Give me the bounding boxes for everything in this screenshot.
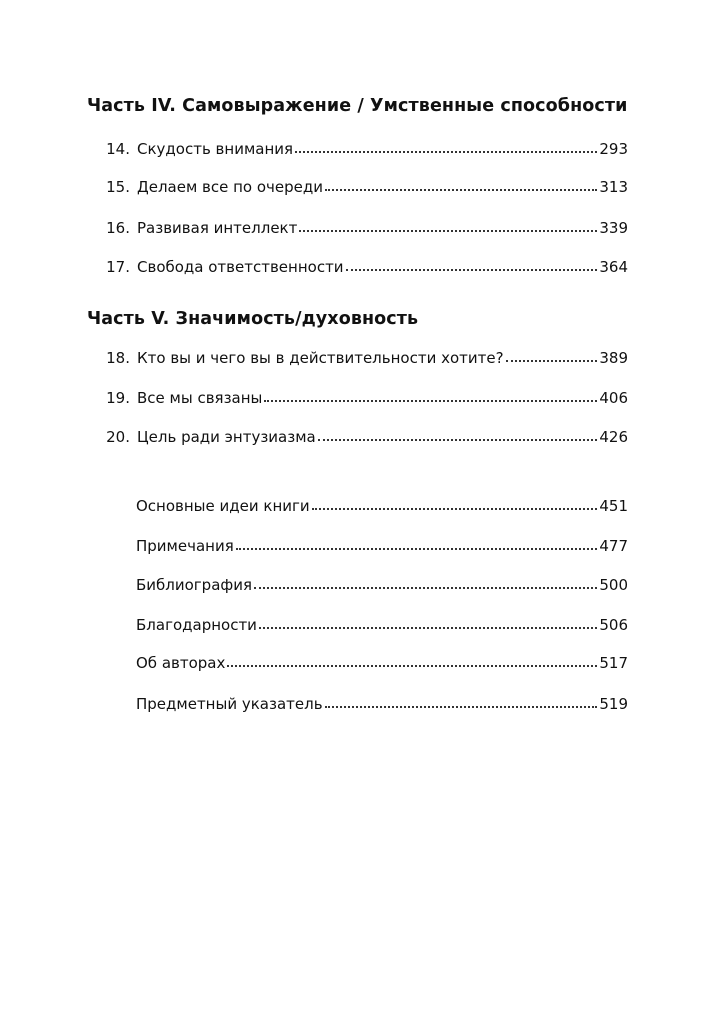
toc-entry-notes[interactable] xyxy=(136,535,628,557)
chapter-number: 20. xyxy=(106,428,130,446)
part-5-title: Часть V. Значимость/духовность xyxy=(87,309,419,329)
section-title: Примечания xyxy=(136,537,234,555)
chapter-title: Свобода ответственности xyxy=(137,258,344,276)
chapter-title: Делаем все по очереди xyxy=(137,178,324,196)
toc-entry-acknowledgements[interactable] xyxy=(136,614,628,636)
chapter-number: 14. xyxy=(106,140,130,158)
dot-leader xyxy=(254,573,597,589)
toc-entry-20[interactable] xyxy=(98,426,628,448)
part-4-title: Часть IV. Самовыражение / Умственные способности xyxy=(87,96,628,116)
section-title: Благодарности xyxy=(136,616,257,634)
toc-entry-17[interactable] xyxy=(98,256,628,278)
page-number: 517 xyxy=(599,654,628,672)
chapter-number: 18. xyxy=(106,349,130,367)
toc-entry-subject-index[interactable] xyxy=(136,693,628,715)
dot-leader xyxy=(325,175,597,191)
dot-leader xyxy=(299,216,597,232)
toc-entry-16[interactable] xyxy=(98,217,628,239)
dot-leader xyxy=(295,137,597,153)
dot-leader xyxy=(346,255,598,271)
chapter-number: 15. xyxy=(106,178,130,196)
page-number: 477 xyxy=(599,537,628,555)
page-number: 406 xyxy=(599,389,628,407)
page-number: 451 xyxy=(599,497,628,515)
toc-entry-18[interactable] xyxy=(98,347,628,369)
chapter-number: 19. xyxy=(106,389,130,407)
page-number: 293 xyxy=(599,140,628,158)
toc-entry-15[interactable] xyxy=(98,176,628,198)
page-number: 389 xyxy=(599,349,628,367)
page-number: 339 xyxy=(599,219,628,237)
section-title: Основные идеи книги xyxy=(136,497,310,515)
dot-leader xyxy=(259,613,597,629)
toc-entry-bibliography[interactable] xyxy=(136,574,628,596)
toc-entry-about-authors[interactable] xyxy=(136,652,628,674)
section-title: Об авторах xyxy=(136,654,226,672)
dot-leader xyxy=(312,494,598,510)
chapter-title: Цель ради энтузиазма xyxy=(137,428,316,446)
chapter-title: Развивая интеллект xyxy=(137,219,298,237)
chapter-title: Скудость внимания xyxy=(137,140,294,158)
page-number: 519 xyxy=(599,695,628,713)
page-number: 506 xyxy=(599,616,628,634)
chapter-title: Кто вы и чего вы в действительности хотите? xyxy=(137,349,504,367)
toc-entry-14[interactable] xyxy=(98,138,628,160)
dot-leader xyxy=(318,425,598,441)
page-number: 313 xyxy=(599,178,628,196)
chapter-number: 17. xyxy=(106,258,130,276)
dot-leader xyxy=(325,692,598,708)
dot-leader xyxy=(227,651,597,667)
dot-leader xyxy=(264,386,597,402)
page-number: 426 xyxy=(599,428,628,446)
dot-leader xyxy=(506,346,598,362)
section-title: Библиография xyxy=(136,576,252,594)
toc-entry-key-ideas[interactable] xyxy=(136,495,628,517)
page-number: 500 xyxy=(599,576,628,594)
toc-entry-19[interactable] xyxy=(98,387,628,409)
chapter-title: Все мы связаны xyxy=(137,389,263,407)
section-title: Предметный указатель xyxy=(136,695,323,713)
chapter-number: 16. xyxy=(106,219,130,237)
dot-leader xyxy=(236,534,598,550)
page-number: 364 xyxy=(599,258,628,276)
